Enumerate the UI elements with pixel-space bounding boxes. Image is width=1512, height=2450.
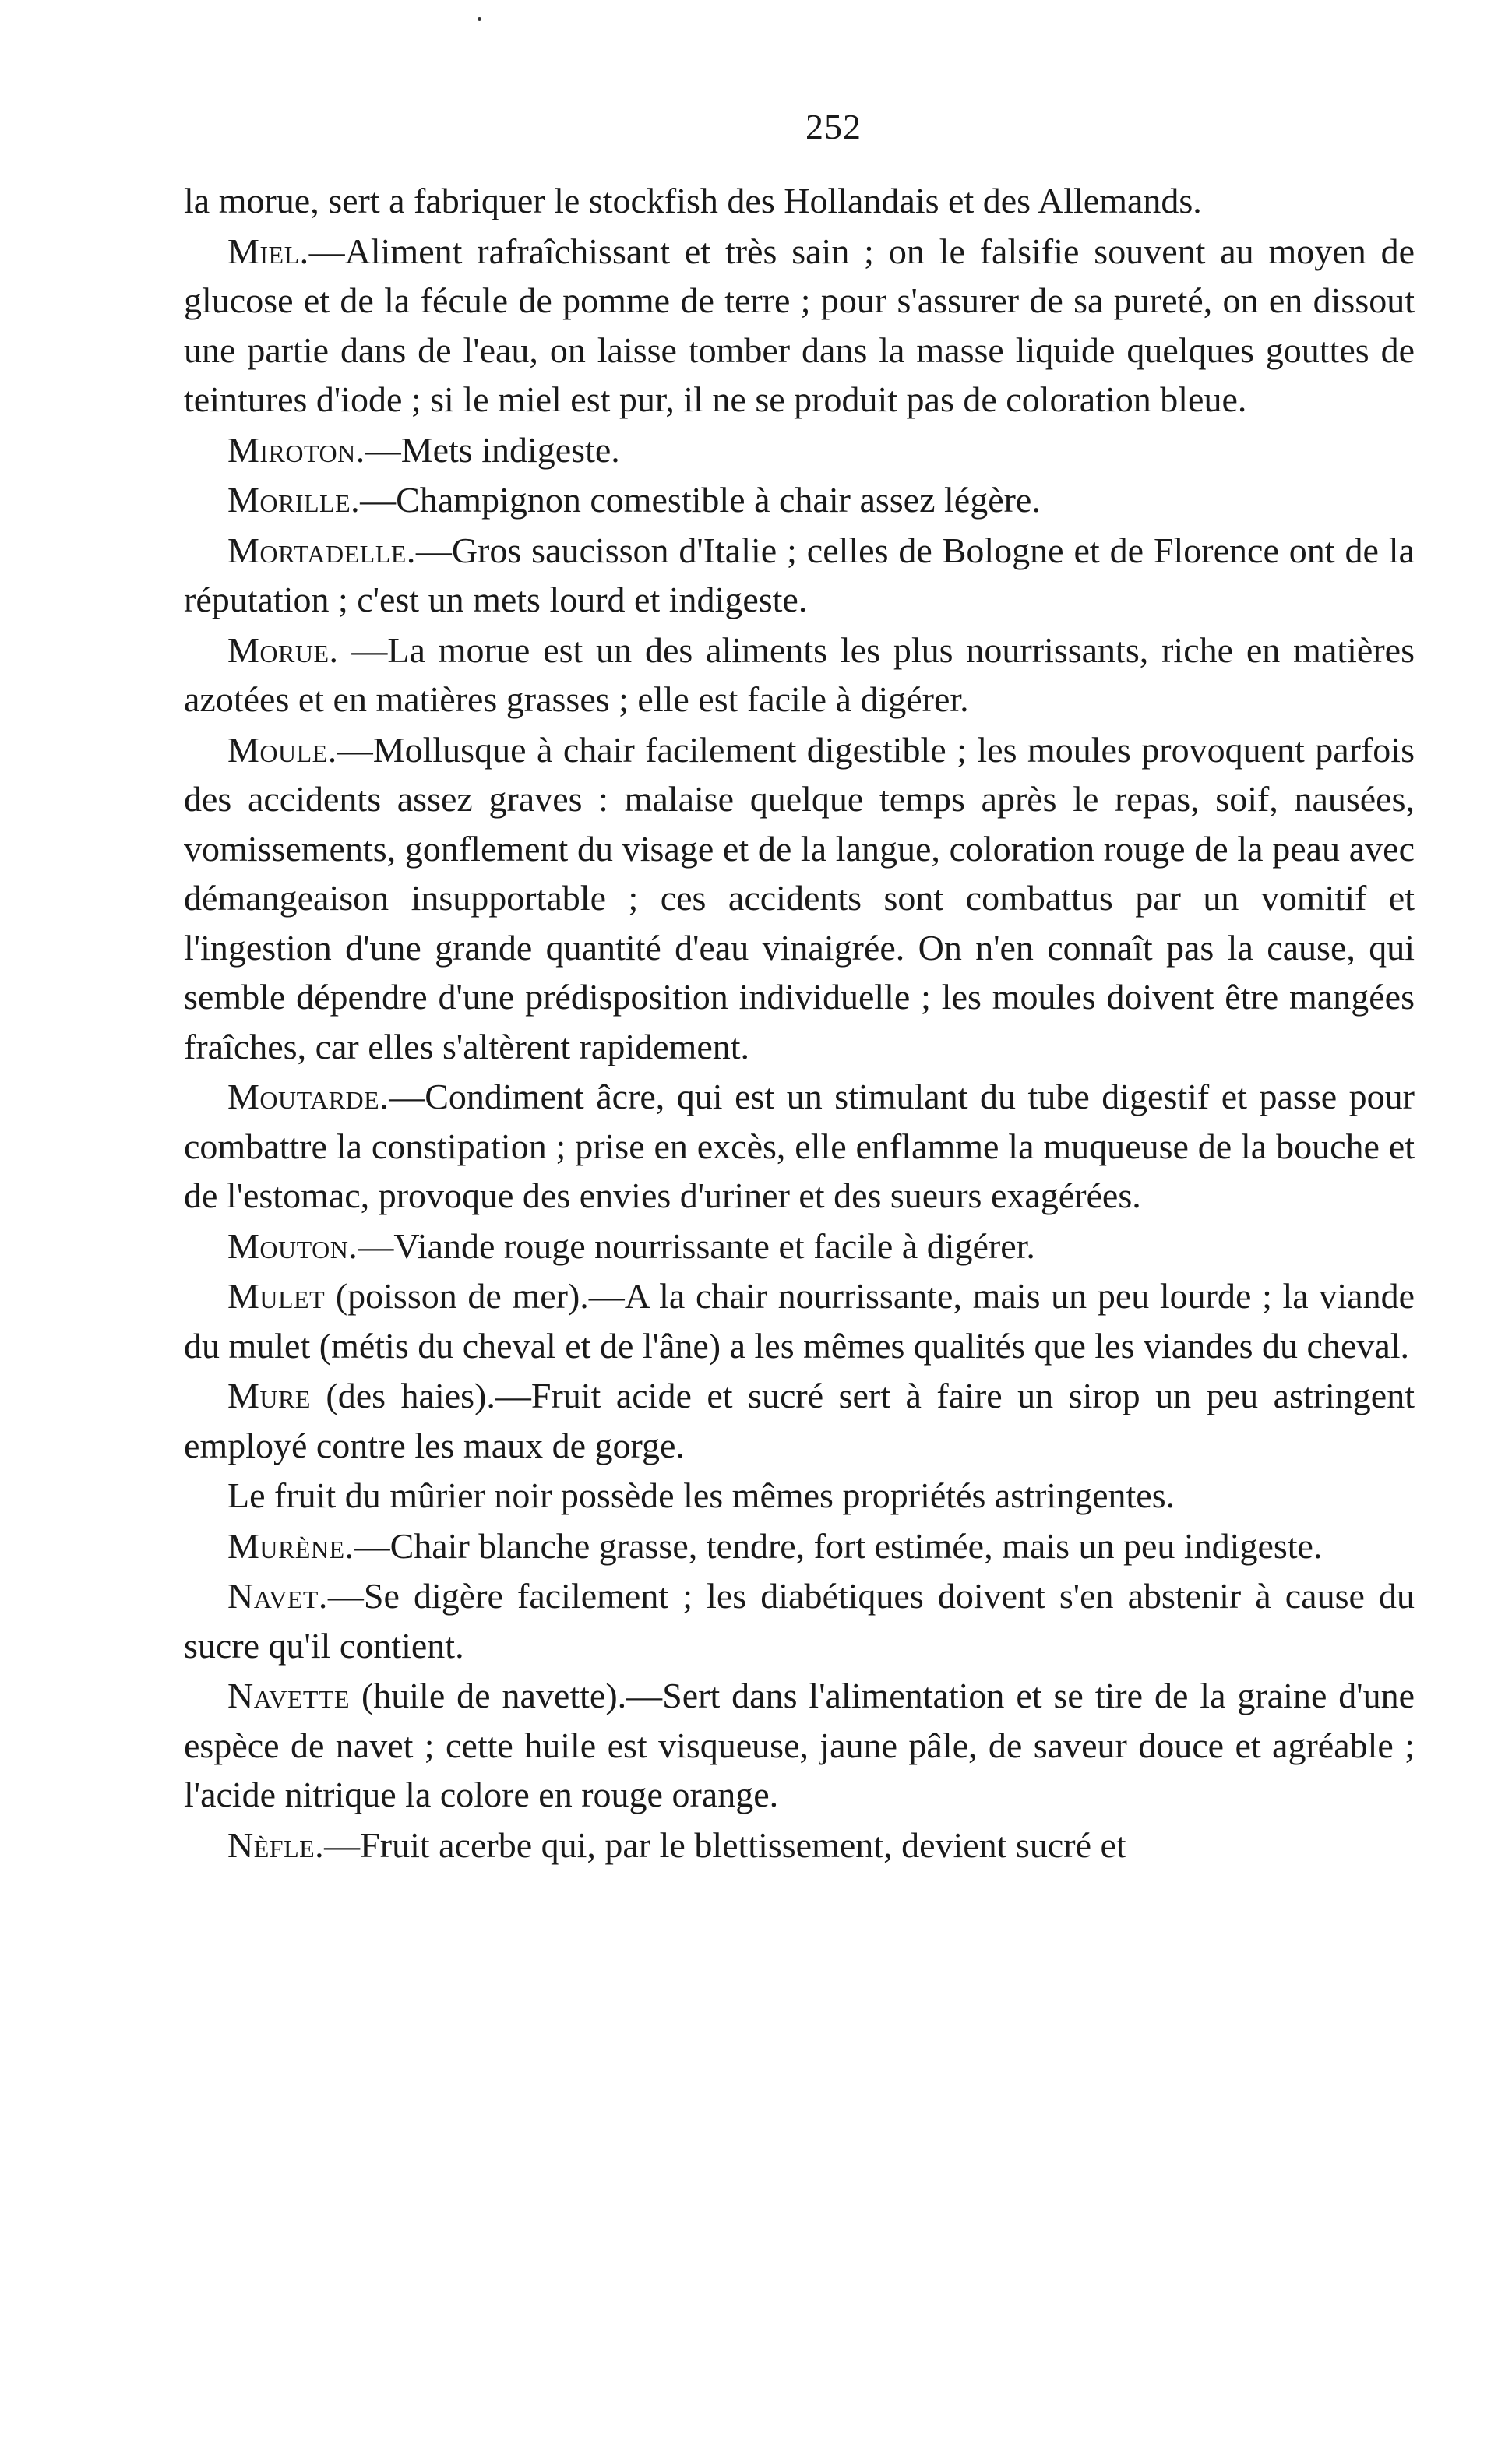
entry-headword: Mulet — [227, 1276, 326, 1316]
entry-miel — [184, 227, 1415, 425]
entry-morille — [184, 475, 1415, 525]
entry-navette — [184, 1671, 1415, 1820]
entry-headword: Morue. — [227, 629, 339, 670]
entry-text: (des haies).—Fruit acide et sucré sert à faire un sirop un peu astringent employé contre les maux de gorge. — [184, 1376, 1415, 1465]
entry-headword: Mortadelle. — [227, 530, 416, 570]
entry-text: —Chair blanche grasse, tendre, fort estimée, mais un peu indigeste. — [354, 1525, 1323, 1566]
entry-headword: Mouton. — [227, 1225, 358, 1266]
entry-headword: Mure — [227, 1376, 311, 1415]
entry-text: (huile de navette).—Sert dans l'alimentation et se tire de la graine d'une espèce de navet ; cette huile est visqueuse, jaune pâle, de saveur douce et agréable ; l'acide nitrique la colore en rouge orange. — [184, 1676, 1415, 1814]
entry-text: —Mets indigeste. — [365, 429, 620, 470]
entry-text: —Se digère facilement ; les diabétiques doivent s'en abstenir à cause du sucre qu'il contient. — [184, 1576, 1415, 1666]
entry-navet — [184, 1571, 1415, 1670]
entry-headword: Morille. — [227, 480, 361, 520]
entry-text: —Aliment rafraîchissant et très sain ; on le falsifie souvent au moyen de glucose et de la fécule de pomme de terre ; pour s'assurer de sa pureté, on en dissout une partie dans de l'eau, on laisse tomber dans la masse liquide quelques gouttes de teintures d'iode ; si le miel est pur, il ne se produit pas de coloration bleue. — [184, 231, 1415, 419]
entry-headword: Navette — [227, 1676, 351, 1715]
print-speck — [478, 17, 481, 21]
entry-headword: Miroton. — [227, 429, 365, 470]
entry-text: (poisson de mer).—A la chair nourrissante, mais un peu lourde ; la viande du mulet (métis du cheval et de l'âne) a les mêmes qualités que les viandes du cheval. — [184, 1276, 1415, 1366]
entry-text: —Gros saucisson d'Italie ; celles de Bologne et de Florence ont de la réputation ; c'est un mets lourd et indigeste. — [184, 530, 1415, 619]
entry-text: —Mollusque à chair facilement digestible ; les moules provoquent parfois des accidents assez graves : malaise quelque temps après le repas, soif, nausées, vomissements, gonflement du visage et de la langue, coloration rouge de la peau avec démangeaison insupportable ; ces accidents sont combattus par un vomitif et l'ingestion d'une grande quantité d'eau vinaigrée. On n'en connaît pas la cause, qui semble dépendre d'une prédisposition individuelle ; les moules doivent être mangées fraîches, car elles s'altèrent rapidement. — [184, 729, 1415, 1066]
entry-mulet — [184, 1271, 1415, 1370]
entry-morue — [184, 626, 1415, 724]
entry-headword: Miel. — [227, 231, 309, 271]
entry-moutarde — [184, 1072, 1415, 1221]
entry-moule — [184, 725, 1415, 1072]
entry-text: —Champignon comestible à chair assez légère. — [360, 480, 1041, 520]
entry-mure — [184, 1371, 1415, 1470]
entry-text: —Viande rouge nourrissante et facile à digérer. — [358, 1225, 1035, 1266]
entry-continuation — [184, 176, 1415, 226]
entry-miroton — [184, 425, 1415, 475]
entry-text: la morue, sert a fabriquer le stockfish des Hollandais et des Allemands. — [184, 181, 1202, 220]
entry-mortadelle — [184, 526, 1415, 625]
entry-murene — [184, 1521, 1415, 1571]
entry-text: —Condiment âcre, qui est un stimulant du tube digestif et passe pour combattre la constipation ; prise en excès, elle enflamme la muqueuse de la bouche et de l'estomac, provoque des envies d'uriner et des sueurs exagérées. — [184, 1077, 1415, 1215]
entry-headword: Moutarde. — [227, 1077, 389, 1116]
entry-headword: Nèfle. — [227, 1824, 325, 1865]
entry-nefle — [184, 1821, 1415, 1870]
entry-headword: Moule. — [227, 729, 337, 770]
dictionary-text — [184, 176, 1415, 1870]
entry-headword: Navet. — [227, 1576, 328, 1616]
entry-murier-note — [184, 1471, 1415, 1521]
entry-text: —Fruit acerbe qui, par le blettissement, devient sucré et — [324, 1824, 1126, 1865]
entry-text: Le fruit du mûrier noir possède les mêmes propriétés astringentes. — [227, 1475, 1175, 1515]
entry-headword: Murène. — [227, 1525, 354, 1566]
entry-mouton — [184, 1221, 1415, 1271]
entry-text: —La morue est un des aliments les plus nourrissants, riche en matières azotées et en matières grasses ; elle est facile à digérer. — [184, 629, 1415, 719]
page-number: 252 — [805, 107, 862, 146]
